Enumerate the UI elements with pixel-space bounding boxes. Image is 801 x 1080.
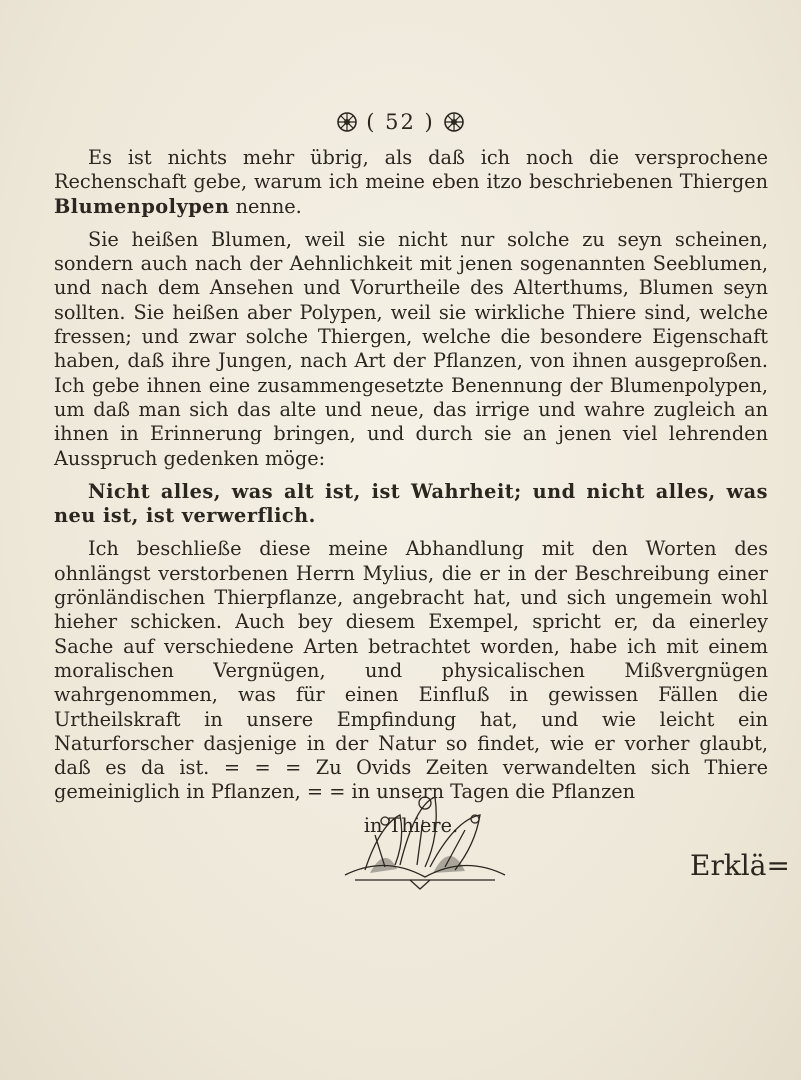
flower-ornament-icon [336, 111, 358, 133]
catchword: Erklä= [690, 849, 790, 882]
motto: Nicht alles, was alt ist, ist Wahrheit; und nicht alles, was neu ist, ist verwerflich. [54, 479, 768, 528]
main-text [54, 146, 768, 847]
paragraph-3-end: in Thiere. [363, 813, 459, 837]
page-header [0, 110, 801, 134]
emphasis-term: Blumenpolypen [54, 194, 230, 218]
paragraph-2: Sie heißen Blumen, weil sie nicht nur solche zu seyn scheinen, sondern auch nach der Aehnlichkeit mit jenen sogenannten Seeblumen, und nach dem Ansehen und Vorurtheile des Alterthums, Blumen seyn sollten. Sie heißen aber Polypen, weil sie wirkliche Thiere sind, welche fressen; und zwar solche Thiergen, welche die besondere Eigenschaft haben, daß ihre Jungen, nach Art der Pflanzen, von ihnen ausgeproßen. Ich gebe ihnen eine zusammengesetzte Benennung der Blumenpolypen, um daß man sich das alte und neue, das irrige und wahre zugleich an ihnen in Erinnerung bringen, und durch sie an jenen viel lehrenden Ausspruch gedenken möge: [54, 227, 768, 470]
page-number: ( 52 ) [366, 110, 435, 134]
paragraph-1: Es ist nichts mehr übrig, als daß ich noch die versprochene Rechenschaft gebe, warum ich meine eben itzo beschriebenen Thiergen Blumenpolypen nenne. [54, 146, 768, 218]
flower-ornament-icon [443, 111, 465, 133]
vignette-ornament-icon [325, 785, 525, 890]
paragraph-3: Ich beschließe diese meine Abhandlung mit den Worten des ohnlängst verstorbenen Herrn Mylius, die er in der Beschreibung einer grönländischen Thierpflanze, angebracht hat, und sich ungemein wohl hieher schicken. Auch bey diesem Exempel, spricht er, da einerley Sache auf verschiedene Arten betrachtet worden, habe ich mit einem moralischen Vergnügen, und physicalischen Mißvergnügen wahrgenommen, was für einen Einfluß in gewissen Fällen die Urtheilskraft in unsere Empfindung hat, und wie leicht ein Naturforscher dasjenige in der Natur so findet, wie er vorher glaubt, daß es da ist. = = = Zu Ovids Zeiten verwandelten sich Thiere gemeiniglich in Pflanzen, = = in unsern Tagen die Pflanzen [54, 537, 768, 804]
